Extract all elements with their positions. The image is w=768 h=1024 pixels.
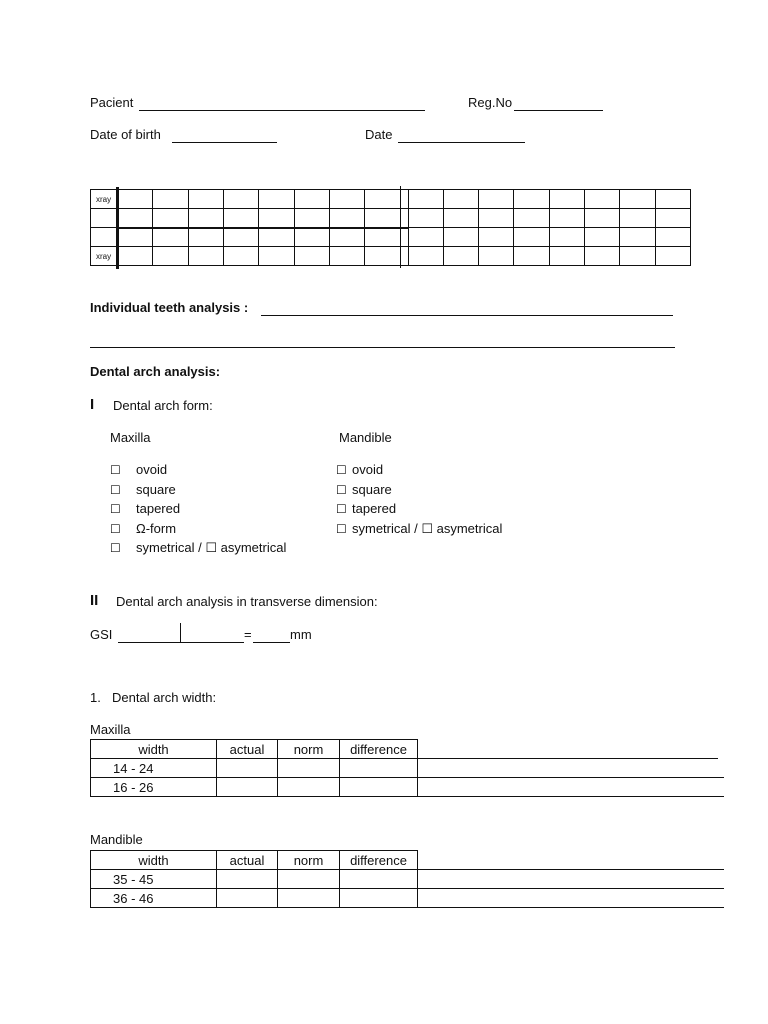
tooth-cell[interactable] [585, 209, 620, 228]
maxilla-form-options [110, 462, 286, 560]
tooth-cell[interactable] [153, 228, 188, 247]
tooth-cell[interactable] [585, 228, 620, 247]
maxilla-option-label: symetrical / ☐ asymetrical [136, 540, 287, 555]
regno-line[interactable] [514, 110, 603, 111]
tooth-cell[interactable] [259, 228, 294, 247]
tooth-cell[interactable] [329, 190, 364, 209]
tooth-cell[interactable] [118, 247, 153, 266]
tooth-cell[interactable] [443, 228, 478, 247]
checkbox-icon[interactable]: ☐ [336, 521, 347, 536]
tooth-cell[interactable] [118, 228, 153, 247]
tooth-cell[interactable] [259, 190, 294, 209]
table-header-cell: norm [278, 851, 340, 870]
tooth-cell[interactable] [479, 247, 514, 266]
maxilla-option-row [110, 482, 286, 502]
mandible-option-row [336, 501, 502, 521]
tooth-cell[interactable] [400, 209, 408, 228]
table-header-row [91, 851, 418, 870]
tooth-cell[interactable] [655, 209, 690, 228]
tooth-chart-row [91, 247, 691, 266]
mandible-title: Mandible [339, 430, 392, 445]
table-input-cell[interactable] [340, 778, 418, 797]
date-line[interactable] [398, 142, 525, 143]
checkbox-icon[interactable]: ☐ [336, 482, 347, 497]
tooth-cell[interactable] [408, 209, 443, 228]
tooth-cell[interactable] [400, 190, 408, 209]
mandible-option-label: tapered [352, 501, 397, 516]
tooth-cell[interactable] [223, 247, 258, 266]
tooth-cell[interactable] [153, 209, 188, 228]
tooth-chart-row [91, 228, 691, 247]
tooth-cell[interactable] [443, 190, 478, 209]
tooth-cell[interactable] [549, 247, 584, 266]
checkbox-icon[interactable]: ☐ [110, 541, 121, 555]
tooth-chart-row [91, 190, 691, 209]
table-row [91, 759, 418, 778]
table-input-cell[interactable] [278, 759, 340, 778]
gsi-label: GSI [90, 627, 113, 642]
table-row [91, 778, 418, 797]
tooth-cell[interactable] [479, 209, 514, 228]
regno-label: Reg.No [468, 95, 513, 110]
mandible-notes-line-1[interactable] [417, 869, 724, 870]
tooth-cell[interactable] [188, 228, 223, 247]
mandible-option-row [336, 462, 502, 482]
table-header-cell: difference [340, 851, 418, 870]
tooth-cell[interactable] [223, 228, 258, 247]
tooth-cell[interactable] [259, 209, 294, 228]
gsi-equals: = [244, 627, 252, 642]
tooth-cell[interactable] [620, 228, 655, 247]
table-input-cell[interactable] [217, 759, 278, 778]
maxilla-width-label: Maxilla [90, 722, 131, 737]
table-input-cell[interactable] [217, 778, 278, 797]
maxilla-option-row [110, 501, 286, 521]
width-row-label: 36 - 46 [91, 889, 217, 908]
checkbox-icon[interactable]: ☐ [110, 482, 121, 497]
tooth-cell[interactable] [294, 247, 329, 266]
table-header-cell: norm [278, 740, 340, 759]
maxilla-option-label: Ω-form [136, 520, 177, 536]
table-input-cell[interactable] [278, 889, 340, 908]
section-2-title: Dental arch analysis in transverse dimension: [116, 594, 378, 609]
tooth-cell[interactable] [585, 190, 620, 209]
tooth-cell[interactable] [294, 209, 329, 228]
tooth-cell[interactable] [365, 247, 400, 266]
individual-analysis-line-1[interactable] [261, 315, 673, 316]
tooth-cell[interactable] [655, 247, 690, 266]
maxilla-option-row [110, 521, 286, 541]
tooth-cell[interactable] [620, 247, 655, 266]
dob-label: Date of birth [90, 127, 161, 142]
tooth-cell[interactable] [365, 209, 400, 228]
width-row-label: 14 - 24 [91, 759, 217, 778]
tooth-cell[interactable] [443, 209, 478, 228]
mandible-option-label: square [352, 481, 392, 497]
table-header-row [91, 740, 418, 759]
tooth-cell[interactable] [655, 228, 690, 247]
gsi-fraction-line[interactable] [118, 642, 244, 643]
mandible-width-label: Mandible [90, 832, 143, 847]
maxilla-width-table [90, 739, 418, 797]
date-label: Date [365, 127, 393, 142]
tooth-cell[interactable] [259, 247, 294, 266]
arch-width-number: 1. [90, 690, 101, 705]
tooth-cell[interactable] [329, 247, 364, 266]
mandible-option-label: symetrical / ☐ asymetrical [352, 520, 503, 536]
table-row [91, 870, 418, 889]
checkbox-icon[interactable]: ☐ [336, 502, 347, 516]
maxilla-notes-line-2[interactable] [417, 777, 724, 778]
tooth-cell[interactable] [479, 228, 514, 247]
maxilla-notes-line-3[interactable] [417, 796, 724, 797]
table-input-cell[interactable] [217, 889, 278, 908]
table-input-cell[interactable] [278, 870, 340, 889]
table-input-cell[interactable] [340, 889, 418, 908]
tooth-cell[interactable] [585, 247, 620, 266]
maxilla-option-label: square [136, 481, 176, 497]
tooth-cell[interactable] [443, 247, 478, 266]
checkbox-icon[interactable]: ☐ [110, 521, 121, 536]
tooth-cell[interactable] [329, 228, 364, 247]
chart-label-cell [91, 228, 118, 247]
dob-line[interactable] [172, 142, 277, 143]
mandible-notes-line-3[interactable] [417, 907, 724, 908]
table-header-cell: actual [217, 851, 278, 870]
table-input-cell[interactable] [217, 870, 278, 889]
tooth-cell[interactable] [408, 247, 443, 266]
tooth-cell[interactable] [223, 209, 258, 228]
chart-quadrant-divider [400, 186, 401, 268]
maxilla-option-label: ovoid [136, 462, 168, 477]
mandible-form-options [336, 462, 502, 540]
table-row [91, 889, 418, 908]
checkbox-icon[interactable]: ☐ [110, 463, 121, 477]
xray-bottom-label: xray [91, 247, 118, 266]
maxilla-option-row [110, 462, 286, 482]
mandible-option-row [336, 482, 502, 502]
checkbox-icon[interactable]: ☐ [110, 502, 121, 516]
tooth-cell[interactable] [153, 247, 188, 266]
gsi-divider [180, 623, 181, 643]
individual-analysis-line-2[interactable] [90, 347, 675, 348]
tooth-cell[interactable] [118, 190, 153, 209]
checkbox-icon[interactable]: ☐ [336, 463, 347, 477]
table-input-cell[interactable] [340, 870, 418, 889]
table-input-cell[interactable] [278, 778, 340, 797]
tooth-cell[interactable] [400, 228, 408, 247]
tooth-cell[interactable] [153, 190, 188, 209]
chart-midline-horizontal [118, 227, 408, 229]
section-2-numeral: II [90, 592, 99, 609]
tooth-cell[interactable] [294, 228, 329, 247]
tooth-cell[interactable] [514, 228, 549, 247]
dental-arch-heading: Dental arch analysis: [90, 364, 221, 379]
tooth-cell[interactable] [514, 209, 549, 228]
tooth-cell[interactable] [620, 209, 655, 228]
tooth-cell[interactable] [329, 209, 364, 228]
tooth-cell[interactable] [365, 228, 400, 247]
gsi-unit: mm [290, 627, 312, 642]
table-header-cell: actual [217, 740, 278, 759]
table-input-cell[interactable] [340, 759, 418, 778]
tooth-cell[interactable] [223, 190, 258, 209]
tooth-cell[interactable] [294, 190, 329, 209]
width-row-label: 16 - 26 [91, 778, 217, 797]
tooth-cell[interactable] [549, 209, 584, 228]
table-header-cell: width [91, 740, 217, 759]
tooth-cell[interactable] [620, 190, 655, 209]
width-row-label: 35 - 45 [91, 870, 217, 889]
tooth-chart-row [91, 209, 691, 228]
tooth-cell[interactable] [549, 228, 584, 247]
xray-top-label: xray [91, 190, 118, 209]
table-header-cell: difference [340, 740, 418, 759]
maxilla-option-row [110, 540, 286, 560]
tooth-cell[interactable] [400, 247, 408, 266]
tooth-cell[interactable] [514, 247, 549, 266]
tooth-cell[interactable] [408, 228, 443, 247]
table-header-cell: width [91, 851, 217, 870]
arch-width-title: Dental arch width: [112, 690, 217, 705]
tooth-cell[interactable] [514, 190, 549, 209]
mandible-option-row [336, 521, 502, 541]
maxilla-option-label: tapered [136, 501, 181, 516]
individual-analysis-heading: Individual teeth analysis : [90, 300, 249, 315]
tooth-cell[interactable] [118, 209, 153, 228]
section-1-numeral: I [90, 396, 95, 413]
mandible-option-label: ovoid [352, 462, 384, 477]
maxilla-title: Maxilla [110, 430, 151, 445]
tooth-cell[interactable] [655, 190, 690, 209]
tooth-cell[interactable] [188, 190, 223, 209]
tooth-cell[interactable] [188, 209, 223, 228]
patient-label: Pacient [90, 95, 134, 110]
mandible-width-table [90, 850, 418, 908]
mandible-notes-line-2[interactable] [417, 888, 724, 889]
gsi-result-line[interactable] [253, 642, 290, 643]
tooth-cell[interactable] [549, 190, 584, 209]
maxilla-notes-line-1[interactable] [417, 758, 718, 759]
patient-name-line[interactable] [139, 110, 425, 111]
section-1-title: Dental arch form: [113, 398, 213, 413]
tooth-cell[interactable] [408, 190, 443, 209]
tooth-cell[interactable] [479, 190, 514, 209]
tooth-cell[interactable] [365, 190, 400, 209]
chart-label-cell [91, 209, 118, 228]
tooth-cell[interactable] [188, 247, 223, 266]
